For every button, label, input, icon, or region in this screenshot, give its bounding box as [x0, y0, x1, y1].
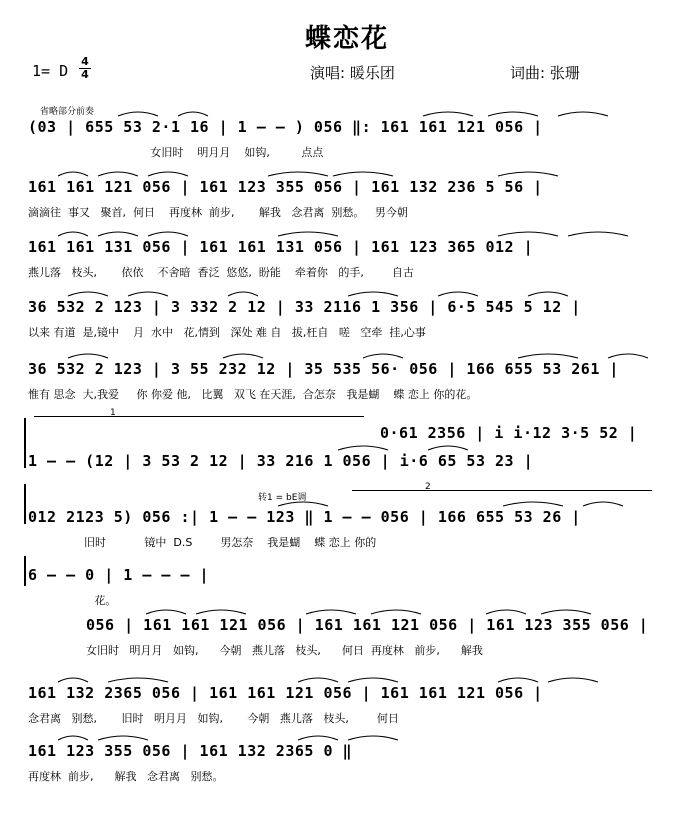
lyrics-line: 女旧时 明月月 如钩, 今朝 燕儿落 枝头, 何日 再度林 前步, 解我 [86, 644, 483, 657]
system-bracket [24, 418, 26, 468]
song-title: 蝶恋花 [304, 24, 389, 54]
melody-line: 161 161 131 056 | 161 161 131 056 | 161 123 365 012 | [28, 238, 534, 256]
system-bracket [24, 484, 26, 524]
lyrics-line: 滴滴往 事又 聚首, 何日 再度林 前步, 解我 念君离 别愁。 男今朝 [28, 206, 408, 219]
melody-line: 36 532 2 123 | 3 55 232 12 | 35 535 56· 056 | 166 655 53 261 | [28, 360, 619, 378]
system-bracket [24, 556, 26, 586]
singer-credit: 演唱: 暖乐团 [310, 64, 395, 82]
lyrics-line: 以来 有道 是,镜中 月 水中 花,情到 深处 难 自 拔,枉自 嗟 空牵 挂,心事 [28, 326, 426, 339]
volta-line [34, 416, 364, 417]
volta-2-label: 2 [425, 482, 431, 492]
melody-line: 36 532 2 123 | 3 332 2 12 | 33 2116 1 356 | 6·5 545 5 12 | [28, 298, 581, 316]
time-signature-bottom: 4 [81, 68, 89, 81]
melody-line: 012 2123 5) 056 :| 1 – – 123 ‖ 1 – – 056 | 166 655 53 26 | [28, 508, 581, 526]
melody-line: 161 132 2365 056 | 161 161 121 056 | 161 161 121 056 | [28, 684, 543, 702]
lyrics-line: 女旧时 明月月 如钩, 点点 [28, 146, 324, 159]
upper-voice-line: 0·61 2356 | i i·12 3·5 52 | [380, 424, 638, 442]
composer-credit: 词曲: 张珊 [510, 64, 580, 82]
lyrics-line: 燕儿落 枝头, 依依 不舍暗 香泛 悠悠, 盼能 牵着你 的手, 自古 [28, 266, 414, 279]
intro-omitted-note: 省略部分前奏 [40, 107, 95, 117]
volta-line [352, 490, 652, 491]
lyrics-line: 再度林 前步, 解我 念君离 别愁。 [28, 770, 224, 783]
lyrics-line: 念君离 别愁, 旧时 明月月 如钩, 今朝 燕儿落 枝头, 何日 [28, 712, 399, 725]
lyrics-line: 花。 [28, 594, 117, 607]
lyrics-line: 旧时 镜中 D.S 男怎奈 我是蝴 蝶 恋上 你的 [28, 536, 377, 549]
melody-line: 161 123 355 056 | 161 132 2365 0 ‖ [28, 742, 353, 760]
melody-line: 1 – – (12 | 3 53 2 12 | 33 216 1 056 | i·6 65 53 23 | [28, 452, 534, 470]
melody-line: (03 | 655 53 2·1 16 | 1 – – ) 056 ‖: 161 161 121 056 | [28, 118, 543, 136]
time-signature-top: 4 [81, 55, 89, 68]
melody-line: 6 – – 0 | 1 – – – | [28, 566, 210, 584]
modulation-note: 转1 = bE调 [258, 493, 307, 503]
volta-1-label: 1 [110, 408, 116, 418]
melody-line: 161 161 121 056 | 161 123 355 056 | 161 132 236 5 56 | [28, 178, 543, 196]
melody-line: 056 | 161 161 121 056 | 161 161 121 056 | 161 123 355 056 | [86, 616, 649, 634]
time-signature [78, 56, 92, 81]
key-signature: 1= D [32, 62, 69, 80]
lyrics-line: 惟有 思念 大,我爱 你 你爱 他, 比翼 双飞 在天涯, 合怎奈 我是蝴 蝶 恋上 你的花。 [28, 388, 478, 401]
